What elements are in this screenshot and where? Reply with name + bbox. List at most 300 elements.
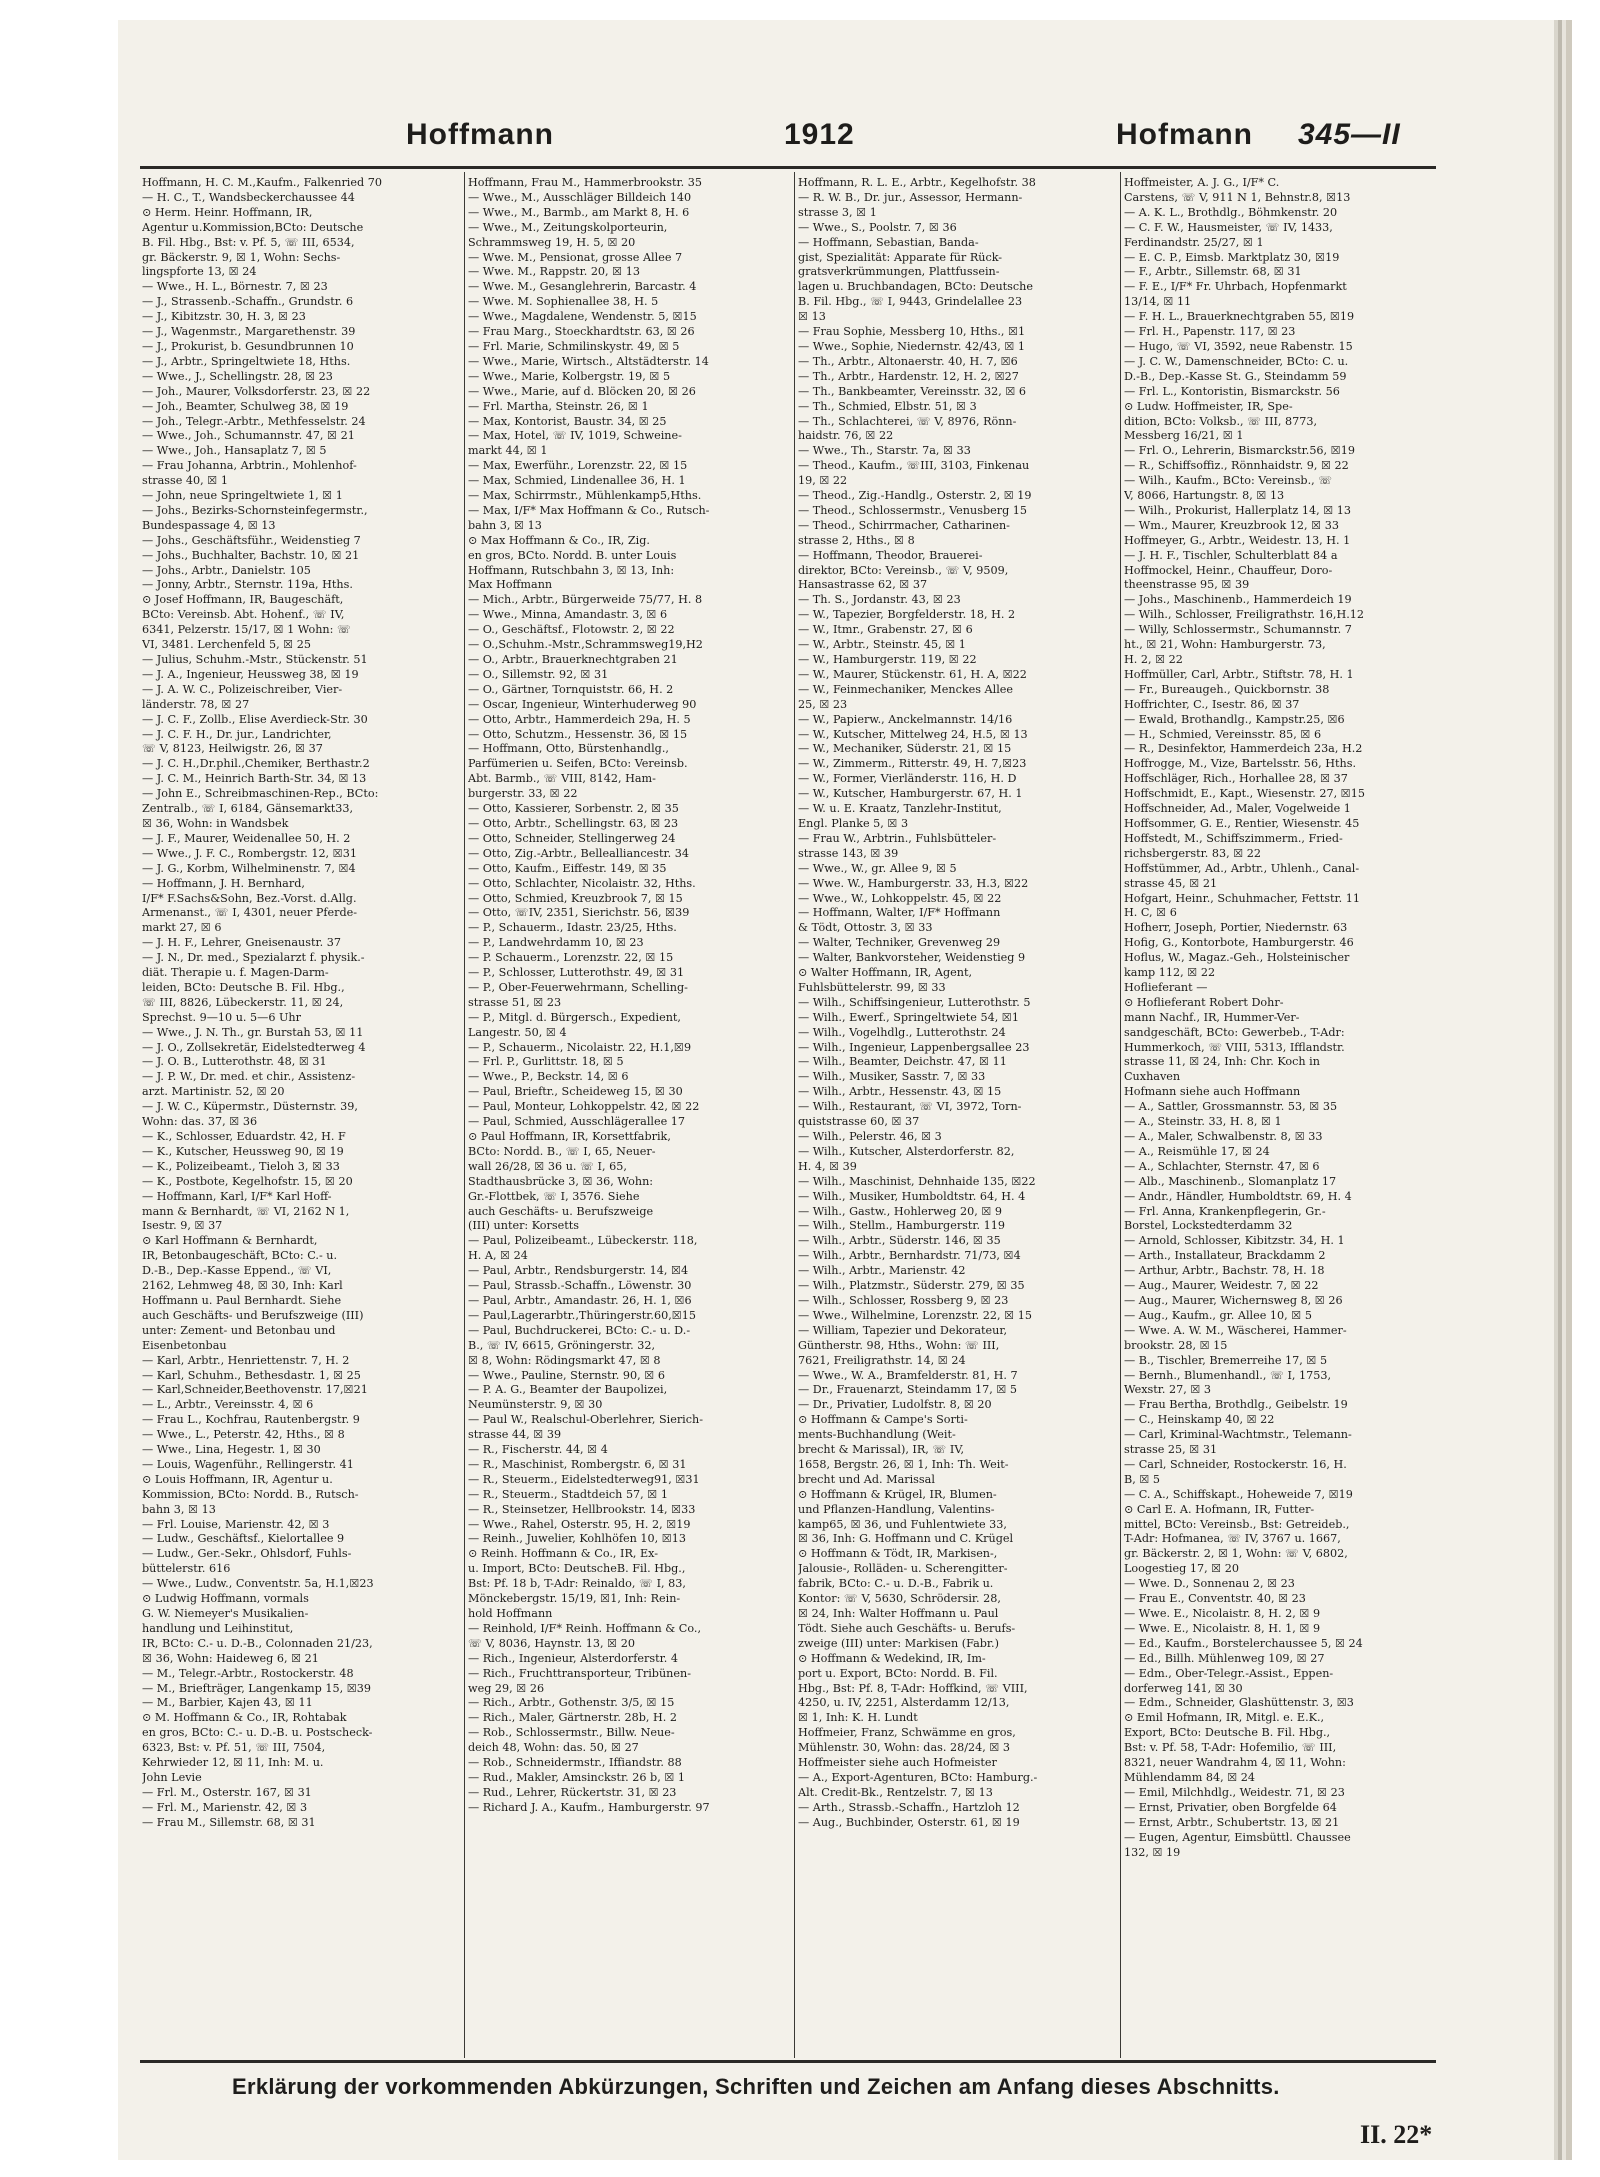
directory-entry-line: — Walter, Bankvorsteher, Weidenstieg 9 [798,951,1026,965]
directory-entry-line: — J. C. M., Heinrich Barth-Str. 34, ☒ 13 [142,772,367,786]
directory-entry-line: — Bernh., Blumenhandl., ☏ I, 1753, [1124,1368,1332,1382]
directory-entry-line: ☒ 24, Inh: Walter Hoffmann u. Paul [798,1607,999,1620]
directory-entry-line: — Arth., Strassb.-Schaffn., Hartzloh 12 [798,1800,1020,1814]
directory-entry-line: markt 44, ☒ 1 [468,444,548,458]
directory-entry-line: — Dr., Privatier, Ludolfstr. 8, ☒ 20 [798,1398,992,1412]
directory-entry-line: dorferweg 141, ☒ 30 [1124,1681,1243,1695]
directory-entry-line: D.-B., Dep.-Kasse St. G., Steindamm 59 [1124,369,1347,383]
directory-entry-line: — Emil, Milchhdlg., Weidestr. 71, ☒ 23 [1124,1785,1345,1799]
directory-entry-line: 19, ☒ 22 [798,474,848,488]
directory-entry-line: Jalousie-, Rolläden- u. Scherengitter- [798,1562,1008,1576]
directory-entry-line: — Karl, Schuhm., Bethesdastr. 1, ☒ 25 [142,1368,361,1382]
directory-entry-line: — Wwe., Marie, Wirtsch., Altstädterstr. 14 [468,354,709,368]
directory-entry-line: ⊙ Hoffmann & Tödt, IR, Markisen-, [798,1547,998,1561]
directory-entry-line: — R., Steuerm., Eidelstedterweg91, ☒31 [468,1472,700,1486]
directory-entry-line: (III) unter: Korsetts [468,1219,579,1233]
directory-entry-line: — Ewald, Brothandlg., Kampstr.25, ☒6 [1124,712,1345,726]
directory-entry-line: — Wwe. A. W. M., Wäscherei, Hammer- [1124,1323,1347,1337]
directory-entry-line: strasse 3, ☒ 1 [798,205,877,219]
directory-entry-line: — Ernst, Privatier, oben Borgfelde 64 [1124,1800,1337,1814]
directory-entry-line: — Fr., Bureaugeh., Quickbornstr. 38 [1124,682,1330,696]
directory-entry-line: — Wilh., Arbtr., Hessenstr. 43, ☒ 15 [798,1085,1002,1099]
directory-entry-line: 8321, neuer Wandrahm 4, ☒ 11, Wohn: [1124,1756,1346,1770]
directory-entry-line: — J. C. W., Damenschneider, BCto: C. u. [1124,354,1349,368]
directory-entry-line: — Frau W., Arbtrin., Fuhlsbütteler- [798,831,997,845]
directory-entry-line: — Oscar, Ingenieur, Winterhuderweg 90 [468,697,697,711]
directory-entry-line: arzt. Martinistr. 52, ☒ 20 [142,1085,285,1099]
directory-column-1 [142,176,482,2056]
directory-entry-line: — A., Schlachter, Sternstr. 47, ☒ 6 [1124,1159,1320,1173]
directory-entry-line: — Dr., Frauenarzt, Steindamm 17, ☒ 5 [798,1383,1018,1397]
directory-entry-line: ht., ☒ 21, Wohn: Hamburgerstr. 73, [1124,638,1326,652]
directory-entry-line: en gros, BCto. Nordd. B. unter Louis [468,548,677,562]
directory-entry-line: Ferdinandstr. 25/27, ☒ 1 [1124,235,1264,249]
directory-entry-line: — Aug., Maurer, Weidestr. 7, ☒ 22 [1124,1279,1319,1293]
directory-entry-line: port u. Export, BCto: Nordd. B. Fil. [798,1666,998,1680]
directory-entry-line: — Wilh., Schlosser, Rossberg 9, ☒ 23 [798,1293,1009,1307]
directory-entry-line: strasse 44, ☒ 39 [468,1428,562,1442]
directory-entry-line: ⊙ Ludw. Hoffmeister, IR, Spe- [1124,399,1293,413]
directory-entry-line: — A., Steinstr. 33, H. 8, ☒ 1 [1124,1115,1282,1129]
directory-entry-line: ☏ V, 8123, Heilwigstr. 26, ☒ 37 [142,742,323,756]
directory-entry-line: diät. Therapie u. f. Magen-Darm- [142,966,329,980]
directory-entry-line: — Aug., Maurer, Wichernsweg 8, ☒ 26 [1124,1293,1343,1307]
directory-entry-line: — J. G., Korbm, Wilhelminenstr. 7, ☒4 [142,861,356,875]
directory-entry-line: Hummerkoch, ☏ VIII, 5313, Ifflandstr. [1124,1040,1345,1054]
directory-entry-line: — C., Heinskamp 40, ☒ 22 [1124,1413,1275,1427]
directory-entry-line: — Wwe. M., Pensionat, grosse Allee 7 [468,250,683,264]
directory-entry-line: — Frl. O., Lehrerin, Bismarckstr.56, ☒19 [1124,444,1355,458]
directory-entry-line: IR, BCto: C.- u. D.-B., Colonnaden 21/23, [142,1636,373,1650]
directory-entry-line: — John E., Schreibmaschinen-Rep., BCto: [142,787,379,801]
directory-entry-line: — Wwe. E., Nicolaistr. 8, H. 1, ☒ 9 [1124,1621,1321,1635]
directory-entry-line: — Wwe., J. F. C., Rombergstr. 12, ☒31 [142,846,357,860]
directory-entry-line: — J. W. C., Küpermstr., Düsternstr. 39, [142,1100,358,1114]
directory-entry-line: weg 29, ☒ 26 [468,1681,545,1695]
directory-entry-line: Eisenbetonbau [142,1338,227,1352]
directory-entry-line: — Th., Arbtr., Altonaerstr. 40, H. 7, ☒6 [798,354,1018,368]
directory-entry-line: gratsverkrümmungen, Plattfussein- [798,265,1000,279]
directory-entry-line: — Max, Schirrmstr., Mühlenkamp5,Hths. [468,489,702,503]
directory-entry-line: Hofherr, Joseph, Portier, Niedernstr. 63 [1124,921,1348,935]
directory-entry-line: — Ludw., Ger.-Sekr., Ohlsdorf, Fuhls- [142,1547,352,1561]
directory-entry-line: — K., Schlosser, Eduardstr. 42, H. F [142,1130,346,1143]
directory-entry-line: kamp 112, ☒ 22 [1124,966,1216,980]
directory-entry-line: — Frl. L., Kontoristin, Bismarckstr. 56 [1124,384,1340,398]
directory-entry-line: — K., Postbote, Kegelhofstr. 15, ☒ 20 [142,1174,353,1188]
directory-entry-line: Mühlendamm 84, ☒ 24 [1124,1770,1256,1784]
directory-entry-line: Borstel, Lockstedterdamm 32 [1124,1219,1293,1233]
directory-entry-line: — Wilh., Maschinist, Dehnhaide 135, ☒22 [798,1174,1036,1188]
directory-entry-line: — Frau Bertha, Brothdlg., Geibelstr. 19 [1124,1398,1348,1412]
directory-entry-line: — Frl. Anna, Krankenpflegerin, Gr.- [1124,1204,1326,1218]
directory-entry-line: 1658, Bergstr. 26, ☒ 1, Inh: Th. Weit- [798,1457,1009,1471]
directory-entry-line: — Wilh., Arbtr., Süderstr. 146, ☒ 35 [798,1234,1001,1248]
directory-entry-line: — Wilh., Vogelhdlg., Lutterothstr. 24 [798,1025,1006,1039]
directory-entry-line: — W., Mechaniker, Süderstr. 21, ☒ 15 [798,742,1012,756]
directory-entry-line: — Wwe., Pauline, Sternstr. 90, ☒ 6 [468,1368,665,1382]
directory-entry-line: strasse 40, ☒ 1 [142,474,228,488]
directory-entry-line: — Max, Ewerführ., Lorenzstr. 22, ☒ 15 [468,459,688,473]
directory-entry-line: — J. O. B., Lutterothstr. 48, ☒ 31 [142,1055,327,1069]
directory-entry-line: — R., Desinfektor, Hammerdeich 23a, H.2 [1124,742,1363,756]
directory-entry-line: — B., Tischler, Bremerreihe 17, ☒ 5 [1124,1353,1328,1367]
directory-entry-line: — Paul, Polizeibeamt., Lübeckerstr. 118, [468,1234,698,1248]
directory-entry-line: — J., Arbtr., Springeltwiete 18, Hths. [142,354,351,368]
directory-entry-line: — Wwe., W., gr. Allee 9, ☒ 5 [798,861,957,875]
directory-entry-line: Fuhlsbüttelerstr. 99, ☒ 33 [798,980,946,994]
directory-entry-line: — R., Maschinist, Rombergstr. 6, ☒ 31 [468,1457,687,1471]
directory-entry-line: — Wilh., Schiffsingenieur, Lutterothstr. 5 [798,995,1031,1009]
directory-entry-line: — Wilh., Kutscher, Alsterdorferstr. 82, [798,1144,1015,1158]
running-header [148,118,1428,158]
directory-entry-line: — H., Schmied, Vereinsstr. 85, ☒ 6 [1124,727,1322,741]
directory-entry-line: — Wilh., Pelerstr. 46, ☒ 3 [798,1130,942,1143]
directory-entry-line: Gr.-Flottbek, ☏ I, 3576. Siehe [468,1189,640,1203]
directory-entry-line: ⊙ Hoflieferant Robert Dohr- [1124,995,1284,1009]
directory-entry-line: ☒ 36, Wohn: Haideweg 6, ☒ 21 [142,1651,319,1665]
directory-entry-line: — Johs., Arbtr., Danielstr. 105 [142,563,311,577]
directory-entry-line: — K., Polizeibeamt., Tieloh 3, ☒ 33 [142,1159,340,1173]
directory-entry-line: B, ☒ 5 [1124,1472,1161,1486]
directory-entry-line: 7621, Freiligrathstr. 14, ☒ 24 [798,1353,966,1367]
directory-entry-line: ⊙ Hoffmann & Krügel, IR, Blumen- [798,1487,997,1501]
directory-entry-line: — Wwe., Th., Starstr. 7a, ☒ 33 [798,444,971,458]
directory-entry-line: Hoffsommer, G. E., Rentier, Wiesenstr. 45 [1124,816,1360,830]
directory-entry-line: H. C, ☒ 6 [1124,906,1177,920]
directory-entry-line: — W., Itmr., Grabenstr. 27, ☒ 6 [798,623,973,637]
directory-entry-line: — Wwe., M., Ausschläger Billdeich 140 [468,190,692,204]
directory-entry-line: — Max, Hotel, ☏ IV, 1019, Schweine- [468,429,682,443]
directory-entry-line: ⊙ Karl Hoffmann & Bernhardt, [142,1234,318,1248]
directory-entry-line: — Edm., Schneider, Glashüttenstr. 3, ☒3 [1124,1696,1354,1710]
directory-entry-line: — J., Wagenmstr., Margarethenstr. 39 [142,325,356,339]
directory-entry-line: — Otto, Arbtr., Hammerdeich 29a, H. 5 [468,712,691,726]
directory-entry-line: Hoffmann, R. L. E., Arbtr., Kegelhofstr. 38 [798,176,1036,189]
directory-entry-line: — Hoffmann, Sebastian, Banda- [798,235,979,249]
directory-entry-line: — Andr., Händler, Humboldtstr. 69, H. 4 [1124,1189,1352,1203]
directory-entry-line: — Mich., Arbtr., Bürgerweide 75/77, H. 8 [468,593,703,607]
directory-entry-line: 6341, Pelzerstr. 15/17, ☒ 1 Wohn: ☏ [142,623,351,637]
directory-entry-line: — Hoffmann, Theodor, Brauerei- [798,548,983,562]
directory-entry-line: Armenanst., ☏ I, 4301, neuer Pferde- [142,906,358,920]
directory-entry-line: — Joh., Telegr.-Arbtr., Methfesselstr. 24 [142,414,366,428]
directory-entry-line: Hoffmeister siehe auch Hofmeister [798,1756,997,1770]
directory-entry-line: — W., Kutscher, Mittelweg 24, H.5, ☒ 13 [798,727,1028,741]
directory-entry-line: ⊙ Reinh. Hoffmann & Co., IR, Ex- [468,1547,659,1561]
directory-entry-line: ☏ V, 8036, Haynstr. 13, ☒ 20 [468,1636,635,1650]
directory-entry-line: — Wwe., Magdalene, Wendenstr. 5, ☒15 [468,310,697,324]
directory-entry-line: unter: Zement- und Betonbau und [142,1323,336,1337]
directory-entry-line: Kommission, BCto: Nordd. B., Rutsch- [142,1487,359,1501]
directory-entry-line: Isestr. 9, ☒ 37 [142,1219,223,1233]
directory-entry-line: — Rob., Schlossermstr., Billw. Neue- [468,1726,675,1740]
directory-entry-line: — Frl. Marie, Schmilinskystr. 49, ☒ 5 [468,339,680,353]
directory-entry-line: — W., Tapezier, Borgfelderstr. 18, H. 2 [798,608,1016,622]
directory-entry-line: — J. O., Zollsekretär, Eidelstedterweg 4 [142,1040,366,1054]
directory-entry-line: brecht und Ad. Marissal [798,1472,935,1486]
directory-entry-line: — Carl, Schneider, Rostockerstr. 16, H. [1124,1457,1347,1471]
directory-entry-line: 4250, u. IV, 2251, Alsterdamm 12/13, [798,1696,1010,1710]
directory-entry-line: Cuxhaven [1124,1070,1181,1084]
directory-entry-line: — W., Arbtr., Steinstr. 45, ☒ 1 [798,638,966,652]
directory-entry-line: — P., Landwehrdamm 10, ☒ 23 [468,936,644,950]
directory-entry-line: — O., Geschäftsf., Flotowstr. 2, ☒ 22 [468,623,675,637]
directory-entry-line: Hoffschneider, Ad., Maler, Vogelweide 1 [1124,802,1351,816]
directory-entry-line: 13/14, ☒ 11 [1124,295,1192,309]
directory-entry-line: — P., Ober-Feuerwehrmann, Schelling- [468,980,688,994]
directory-entry-line: — Arthur, Arbtr., Bachstr. 78, H. 18 [1124,1264,1325,1278]
directory-entry-line: auch Geschäfts- und Berufszweige (III) [142,1308,364,1322]
directory-entry-line: — Ed., Billh. Mühlenweg 109, ☒ 27 [1124,1651,1325,1665]
directory-entry-line: — Wwe., Ludw., Conventstr. 5a, H.1,☒23 [142,1577,374,1591]
directory-entry-line: kamp65, ☒ 36, und Fuhlentwiete 33, [798,1517,1007,1531]
directory-entry-line: ☒ 36, Inh: G. Hoffmann und C. Krügel [798,1532,1014,1546]
directory-entry-line: — Wilh., Ewerf., Springeltwiete 54, ☒1 [798,1010,1019,1024]
directory-entry-line: — Wwe. M. Sophienallee 38, H. 5 [468,295,659,309]
directory-entry-line: — Arth., Installateur, Brackdamm 2 [1124,1249,1326,1263]
directory-entry-line: — Th., Bankbeamter, Vereinsstr. 32, ☒ 6 [798,384,1027,398]
header-rule [140,166,1436,169]
directory-entry-line: bahn 3, ☒ 13 [468,518,542,532]
directory-entry-line: — Alb., Maschinenb., Slomanplatz 17 [1124,1174,1337,1188]
directory-entry-line: — R., Fischerstr. 44, ☒ 4 [468,1443,608,1457]
directory-entry-line: — Max, I/F* Max Hoffmann & Co., Rutsch- [468,503,710,517]
directory-entry-line: sandgeschäft, BCto: Gewerbeb., T-Adr: [1124,1025,1345,1039]
directory-entry-line: Hoffschmidt, E., Kapt., Wiesenstr. 27, ☒15 [1124,787,1365,801]
directory-entry-line: strasse 25, ☒ 31 [1124,1443,1218,1457]
directory-entry-line: BCto: Vereinsb. Abt. Hohenf., ☏ IV, [142,608,345,622]
directory-entry-line: — R., Schiffsoffiz., Rönnhaidstr. 9, ☒ 22 [1124,459,1349,473]
directory-entry-line: H. 2, ☒ 22 [1124,653,1183,666]
directory-entry-line: — W., Feinmechaniker, Menckes Allee [798,682,1014,696]
directory-entry-line: — Wilh., Musiker, Sasstr. 7, ☒ 33 [798,1070,986,1084]
directory-entry-line: — Paul, Buchdruckerei, BCto: C.- u. D.- [468,1323,691,1337]
directory-entry-line: — Frl. M., Marienstr. 42, ☒ 3 [142,1800,308,1814]
directory-entry-line: — O.,Schuhm.-Mstr.,Schrammsweg19,H2 [468,638,703,652]
directory-entry-line: Hoffmockel, Heinr., Chauffeur, Doro- [1124,563,1333,577]
directory-entry-line: Langestr. 50, ☒ 4 [468,1025,567,1039]
directory-entry-line: — R., Steinsetzer, Hellbrookstr. 14, ☒33 [468,1502,696,1516]
directory-entry-line: — Wwe., M., Zeitungskolporteurin, [468,220,668,234]
directory-entry-line: — Wwe., M., Barmb., am Markt 8, H. 6 [468,205,690,219]
directory-entry-line: haidstr. 76, ☒ 22 [798,429,894,443]
directory-entry-line: — P. A. G., Beamter der Baupolizei, [468,1383,668,1397]
directory-entry-line: — C. A., Schiffskapt., Hoheweide 7, ☒19 [1124,1487,1353,1501]
directory-entry-line: — Wwe., W., Lohkoppelstr. 45, ☒ 22 [798,891,1002,905]
abbreviation-note: Erklärung der vorkommenden Abkürzungen, Schriften und Zeichen am Anfang dieses Abschnitts. [232,2074,1280,2099]
directory-entry-line: BCto: Nordd. B., ☏ I, 65, Neuer- [468,1144,656,1158]
directory-entry-line: — Arnold, Schlosser, Kibitzstr. 34, H. 1 [1124,1234,1345,1248]
directory-entry-line: — Hugo, ☏ VI, 3592, neue Rabenstr. 15 [1124,339,1353,353]
directory-entry-line: Hoffmeyer, G., Arbtr., Weidestr. 13, H. 1 [1124,533,1351,547]
directory-entry-line: — J. N., Dr. med., Spezialarzt f. physik.- [142,951,365,965]
directory-entry-line: — Wwe., Minna, Amandastr. 3, ☒ 6 [468,608,668,622]
directory-entry-line: strasse 45, ☒ 21 [1124,876,1218,890]
header-right-name: Hofmann [1116,118,1253,151]
directory-entry-line: — J., Strassenb.-Schaffn., Grundstr. 6 [142,295,354,309]
directory-entry-line: — Wwe., Marie, auf d. Blöcken 20, ☒ 26 [468,384,696,398]
directory-entry-line: — Wwe., P., Beckstr. 14, ☒ 6 [468,1070,629,1084]
directory-entry-line: — O., Gärtner, Tornquiststr. 66, H. 2 [468,682,674,696]
directory-entry-line: Hansastrasse 62, ☒ 37 [798,578,928,592]
directory-entry-line: — Wwe. D., Sonnenau 2, ☒ 23 [1124,1577,1295,1591]
directory-entry-line: Max Hoffmann [468,578,553,592]
directory-entry-line: — Paul, Monteur, Lohkoppelstr. 42, ☒ 22 [468,1100,700,1114]
directory-entry-line: — P., Schauerm., Idastr. 23/25, Hths. [468,921,677,935]
directory-entry-line: burgerstr. 33, ☒ 22 [468,787,578,801]
directory-entry-line: — W., Hamburgerstr. 119, ☒ 22 [798,653,977,666]
directory-entry-line: V, 8066, Hartungstr. 8, ☒ 13 [1124,489,1285,503]
directory-entry-line: — J. C. H.,Dr.phil.,Chemiker, Berthastr.2 [142,757,370,771]
directory-entry-line: — Paul, Schmied, Ausschlägerallee 17 [468,1115,686,1129]
directory-entry-line: Abt. Barmb., ☏ VIII, 8142, Ham- [468,772,656,786]
directory-entry-line: ⊙ Josef Hoffmann, IR, Baugeschäft, [142,593,344,607]
directory-entry-line: — Eugen, Agentur, Eimsbüttl. Chaussee [1124,1830,1351,1844]
directory-entry-line: — Willy, Schlossermstr., Schumannstr. 7 [1124,623,1352,637]
directory-entry-line: — Max, Schmied, Lindenallee 36, H. 1 [468,474,686,488]
directory-entry-line: — Otto, Kassierer, Sorbenstr. 2, ☒ 35 [468,802,679,816]
directory-entry-line: — Johs., Maschinenb., Hammerdeich 19 [1124,593,1352,607]
directory-entry-line: ⊙ Hoffmann & Wedekind, IR, Im- [798,1651,986,1665]
directory-entry-line: Alt. Credit-Bk., Rentzelstr. 7, ☒ 13 [798,1785,993,1799]
directory-entry-line: büttelerstr. 616 [142,1562,231,1576]
directory-entry-line: & Tödt, Ottostr. 3, ☒ 33 [798,921,933,935]
directory-entry-line: H. 4, ☒ 39 [798,1159,857,1173]
directory-entry-line: — Wilh., Prokurist, Hallerplatz 14, ☒ 13 [1124,503,1352,517]
directory-entry-line: ⊙ Hoffmann & Campe's Sorti- [798,1413,968,1427]
directory-entry-line: — J., Kibitzstr. 30, H. 3, ☒ 23 [142,310,306,324]
directory-entry-line: mittel, BCto: Vereinsb., Bst: Getreideb., [1124,1517,1350,1531]
directory-entry-line: — John, neue Springeltwiete 1, ☒ 1 [142,489,343,503]
directory-entry-line: — Hoffmann, Karl, I/F* Karl Hoff- [142,1189,332,1203]
directory-entry-line: quiststrasse 60, ☒ 37 [798,1115,920,1129]
directory-entry-line: — Wwe. M., Gesanglehrerin, Barcastr. 4 [468,280,697,294]
header-page-number: 345—II [1298,118,1401,151]
directory-entry-line: ☒ 8, Wohn: Rödingsmarkt 47, ☒ 8 [468,1353,661,1367]
directory-entry-line: Hoffmann u. Paul Bernhardt. Siehe [142,1293,342,1307]
header-left-name: Hoffmann [406,118,554,151]
directory-entry-line: gist, Spezialität: Apparate für Rück- [798,250,1003,264]
directory-entry-line: Bst: v. Pf. 58, T-Adr: Hofemilio, ☏ III, [1124,1741,1337,1755]
directory-entry-line: — Otto, Zig.-Arbtr., Bellealliancestr. 34 [468,846,689,860]
directory-entry-line: Hoffschläger, Rich., Horhallee 28, ☒ 37 [1124,772,1348,786]
directory-entry-line: Mühlenstr. 30, Wohn: das. 28/24, ☒ 3 [798,1741,1011,1755]
directory-entry-line: — Wilh., Gastw., Hohlerweg 20, ☒ 9 [798,1204,1003,1218]
directory-entry-line: — Theod., Schirrmacher, Catharinen- [798,518,1010,532]
footer-rule [140,2060,1436,2063]
directory-entry-line: Messberg 16/21, ☒ 1 [1124,429,1244,443]
directory-entry-line: — P., Schauerm., Nicolaistr. 22, H.1,☒9 [468,1040,692,1054]
directory-entry-line: Hoffrogge, M., Vize, Bartelsstr. 56, Hths. [1124,757,1357,771]
directory-entry-line: Agentur u.Kommission,BCto: Deutsche [142,220,364,234]
directory-entry-line: Parfümerien u. Seifen, BCto: Vereinsb. [468,757,688,771]
directory-entry-line: — Frl. P., Gurlittstr. 18, ☒ 5 [468,1055,624,1069]
directory-entry-line: — Frau E., Conventstr. 40, ☒ 23 [1124,1592,1306,1606]
directory-entry-line: — J. P. W., Dr. med. et chir., Assistenz- [142,1070,356,1084]
directory-entry-line: Schrammsweg 19, H. 5, ☒ 20 [468,235,636,249]
directory-entry-line: strasse 51, ☒ 23 [468,995,562,1009]
directory-entry-line: Neumünsterstr. 9, ☒ 30 [468,1398,603,1412]
directory-entry-line: länderstr. 78, ☒ 27 [142,697,250,711]
directory-entry-line: Hoffrichter, C., Isestr. 86, ☒ 37 [1124,697,1300,711]
directory-entry-line: 25, ☒ 23 [798,697,848,711]
directory-entry-line: ☒ 36, Wohn: in Wandsbek [142,816,289,830]
directory-entry-line: en gros, BCto: C.- u. D.-B. u. Postscheck- [142,1726,373,1740]
directory-entry-line: — Theod., Kaufm., ☏III, 3103, Finkenau [798,459,1030,473]
directory-entry-line: — Reinhold, I/F* Reinh. Hoffmann & Co., [468,1621,702,1635]
directory-entry-line: — Theod., Schlossermstr., Venusberg 15 [798,503,1028,517]
directory-entry-line: — Wilh., Kaufm., BCto: Vereinsb., ☏ [1124,474,1333,488]
directory-entry-line: — Wwe., Lina, Hegestr. 1, ☒ 30 [142,1443,321,1457]
directory-entry-line: — C. F. W., Hausmeister, ☏ IV, 1433, [1124,220,1333,234]
directory-column-4 [1124,176,1442,2056]
directory-entry-line: — Ed., Kaufm., Borstelerchaussee 5, ☒ 24 [1124,1636,1363,1650]
directory-entry-line: — Aug., Kaufm., gr. Allee 10, ☒ 5 [1124,1308,1312,1322]
directory-entry-line: — P., Schlosser, Lutterothstr. 49, ☒ 31 [468,966,685,980]
directory-entry-line: Zentralb., ☏ I, 6184, Gänsemarkt33, [142,802,354,816]
directory-entry-line: — Max, Kontorist, Baustr. 34, ☒ 25 [468,414,667,428]
directory-entry-line: Hoffmeier, Franz, Schwämme en gros, [798,1726,1016,1740]
directory-entry-line: — Rud., Makler, Amsinckstr. 26 b, ☒ 1 [468,1770,686,1784]
directory-entry-line: — J. A. W. C., Polizeischreiber, Vier- [142,682,343,696]
directory-entry-line: — Paul, Brieftr., Scheideweg 15, ☒ 30 [468,1085,683,1099]
directory-entry-line: — Wilh., Arbtr., Bernhardstr. 71/73, ☒4 [798,1249,1021,1263]
directory-entry-line: fabrik, BCto: C.- u. D.-B., Fabrik u. [798,1577,994,1591]
directory-entry-line: lagen u. Bruchbandagen, BCto: Deutsche [798,280,1033,294]
directory-entry-line: — J. F., Maurer, Weidenallee 50, H. 2 [142,831,351,845]
directory-entry-line: — Carl, Kriminal-Wachtmstr., Telemann- [1124,1428,1352,1442]
directory-entry-line: ⊙ Ludwig Hoffmann, vormals [142,1592,309,1606]
directory-entry-line: — Wilh., Beamter, Deichstr. 47, ☒ 11 [798,1055,1007,1069]
directory-entry-line: — Walter, Techniker, Grevenweg 29 [798,936,1001,950]
directory-entry-line: — Reinh., Juwelier, Kohlhöfen 10, ☒13 [468,1532,686,1546]
directory-entry-line: IR, Betonbaugeschäft, BCto: C.- u. [142,1249,338,1263]
directory-entry-line: — F., Arbtr., Sillemstr. 68, ☒ 31 [1124,265,1302,279]
directory-entry-line: — Jonny, Arbtr., Sternstr. 119a, Hths. [142,578,353,592]
directory-entry-line: — W., Kutscher, Hamburgerstr. 67, H. 1 [798,787,1023,801]
directory-entry-line: Hoffstedt, M., Schiffszimmerm., Fried- [1124,831,1343,845]
directory-entry-line: 2162, Lehmweg 48, ☒ 30, Inh: Karl [142,1279,343,1293]
directory-entry-line: Hoffmann, Rutschbahn 3, ☒ 13, Inh: [468,563,675,577]
directory-entry-line: — Wwe., S., Poolstr. 7, ☒ 36 [798,220,957,234]
directory-entry-line: — J., Prokurist, b. Gesundbrunnen 10 [142,339,354,353]
directory-entry-line: gr. Bäckerstr. 2, ☒ 1, Wohn: ☏ V, 6802, [1124,1547,1348,1561]
directory-entry-line: — Wwe., Joh., Hansaplatz 7, ☒ 5 [142,444,327,458]
directory-entry-line: — Th., Arbtr., Hardenstr. 12, H. 2, ☒27 [798,369,1019,383]
directory-entry-line: Carstens, ☏ V, 911 N 1, Behnstr.8, ☒13 [1124,190,1351,204]
directory-entry-line: ⊙ Max Hoffmann & Co., IR, Zig. [468,533,650,547]
directory-entry-line: — P. Schauerm., Lorenzstr. 22, ☒ 15 [468,951,674,965]
directory-entry-line: — A., Reismühle 17, ☒ 24 [1124,1144,1270,1158]
directory-entry-line: — Otto, Schneider, Stellingerweg 24 [468,831,676,845]
directory-entry-line: Bst: Pf. 18 b, T-Adr: Reinaldo, ☏ I, 83, [468,1577,686,1591]
directory-entry-line: mann Nachf., IR, Hummer-Ver- [1124,1010,1300,1024]
directory-entry-line: Wohn: das. 37, ☒ 36 [142,1115,258,1129]
directory-entry-line: Hoflus, W., Magaz.-Geh., Holsteinischer [1124,951,1350,965]
directory-entry-line: — Wwe. W., Hamburgerstr. 33, H.3, ☒22 [798,876,1029,890]
directory-entry-line: brookstr. 28, ☒ 15 [1124,1338,1228,1352]
directory-entry-line: Export, BCto: Deutsche B. Fil. Hbg., [1124,1726,1331,1740]
directory-entry-line: — Aug., Buchbinder, Osterstr. 61, ☒ 19 [798,1815,1020,1829]
directory-entry-line: — A. K. L., Brothdlg., Böhmkenstr. 20 [1124,205,1338,219]
directory-entry-line: — P., Mitgl. d. Bürgersch., Expedient, [468,1010,681,1024]
directory-entry-line: T-Adr: Hofmanea, ☏ IV, 3767 u. 1667, [1124,1532,1341,1546]
directory-entry-line: Bundespassage 4, ☒ 13 [142,518,276,532]
directory-entry-line: strasse 2, Hths., ☒ 8 [798,533,915,547]
directory-entry-line: Güntherstr. 98, Hths., Wohn: ☏ III, [798,1338,1000,1352]
directory-entry-line: gr. Bäckerstr. 9, ☒ 1, Wohn: Sechs- [142,250,341,264]
